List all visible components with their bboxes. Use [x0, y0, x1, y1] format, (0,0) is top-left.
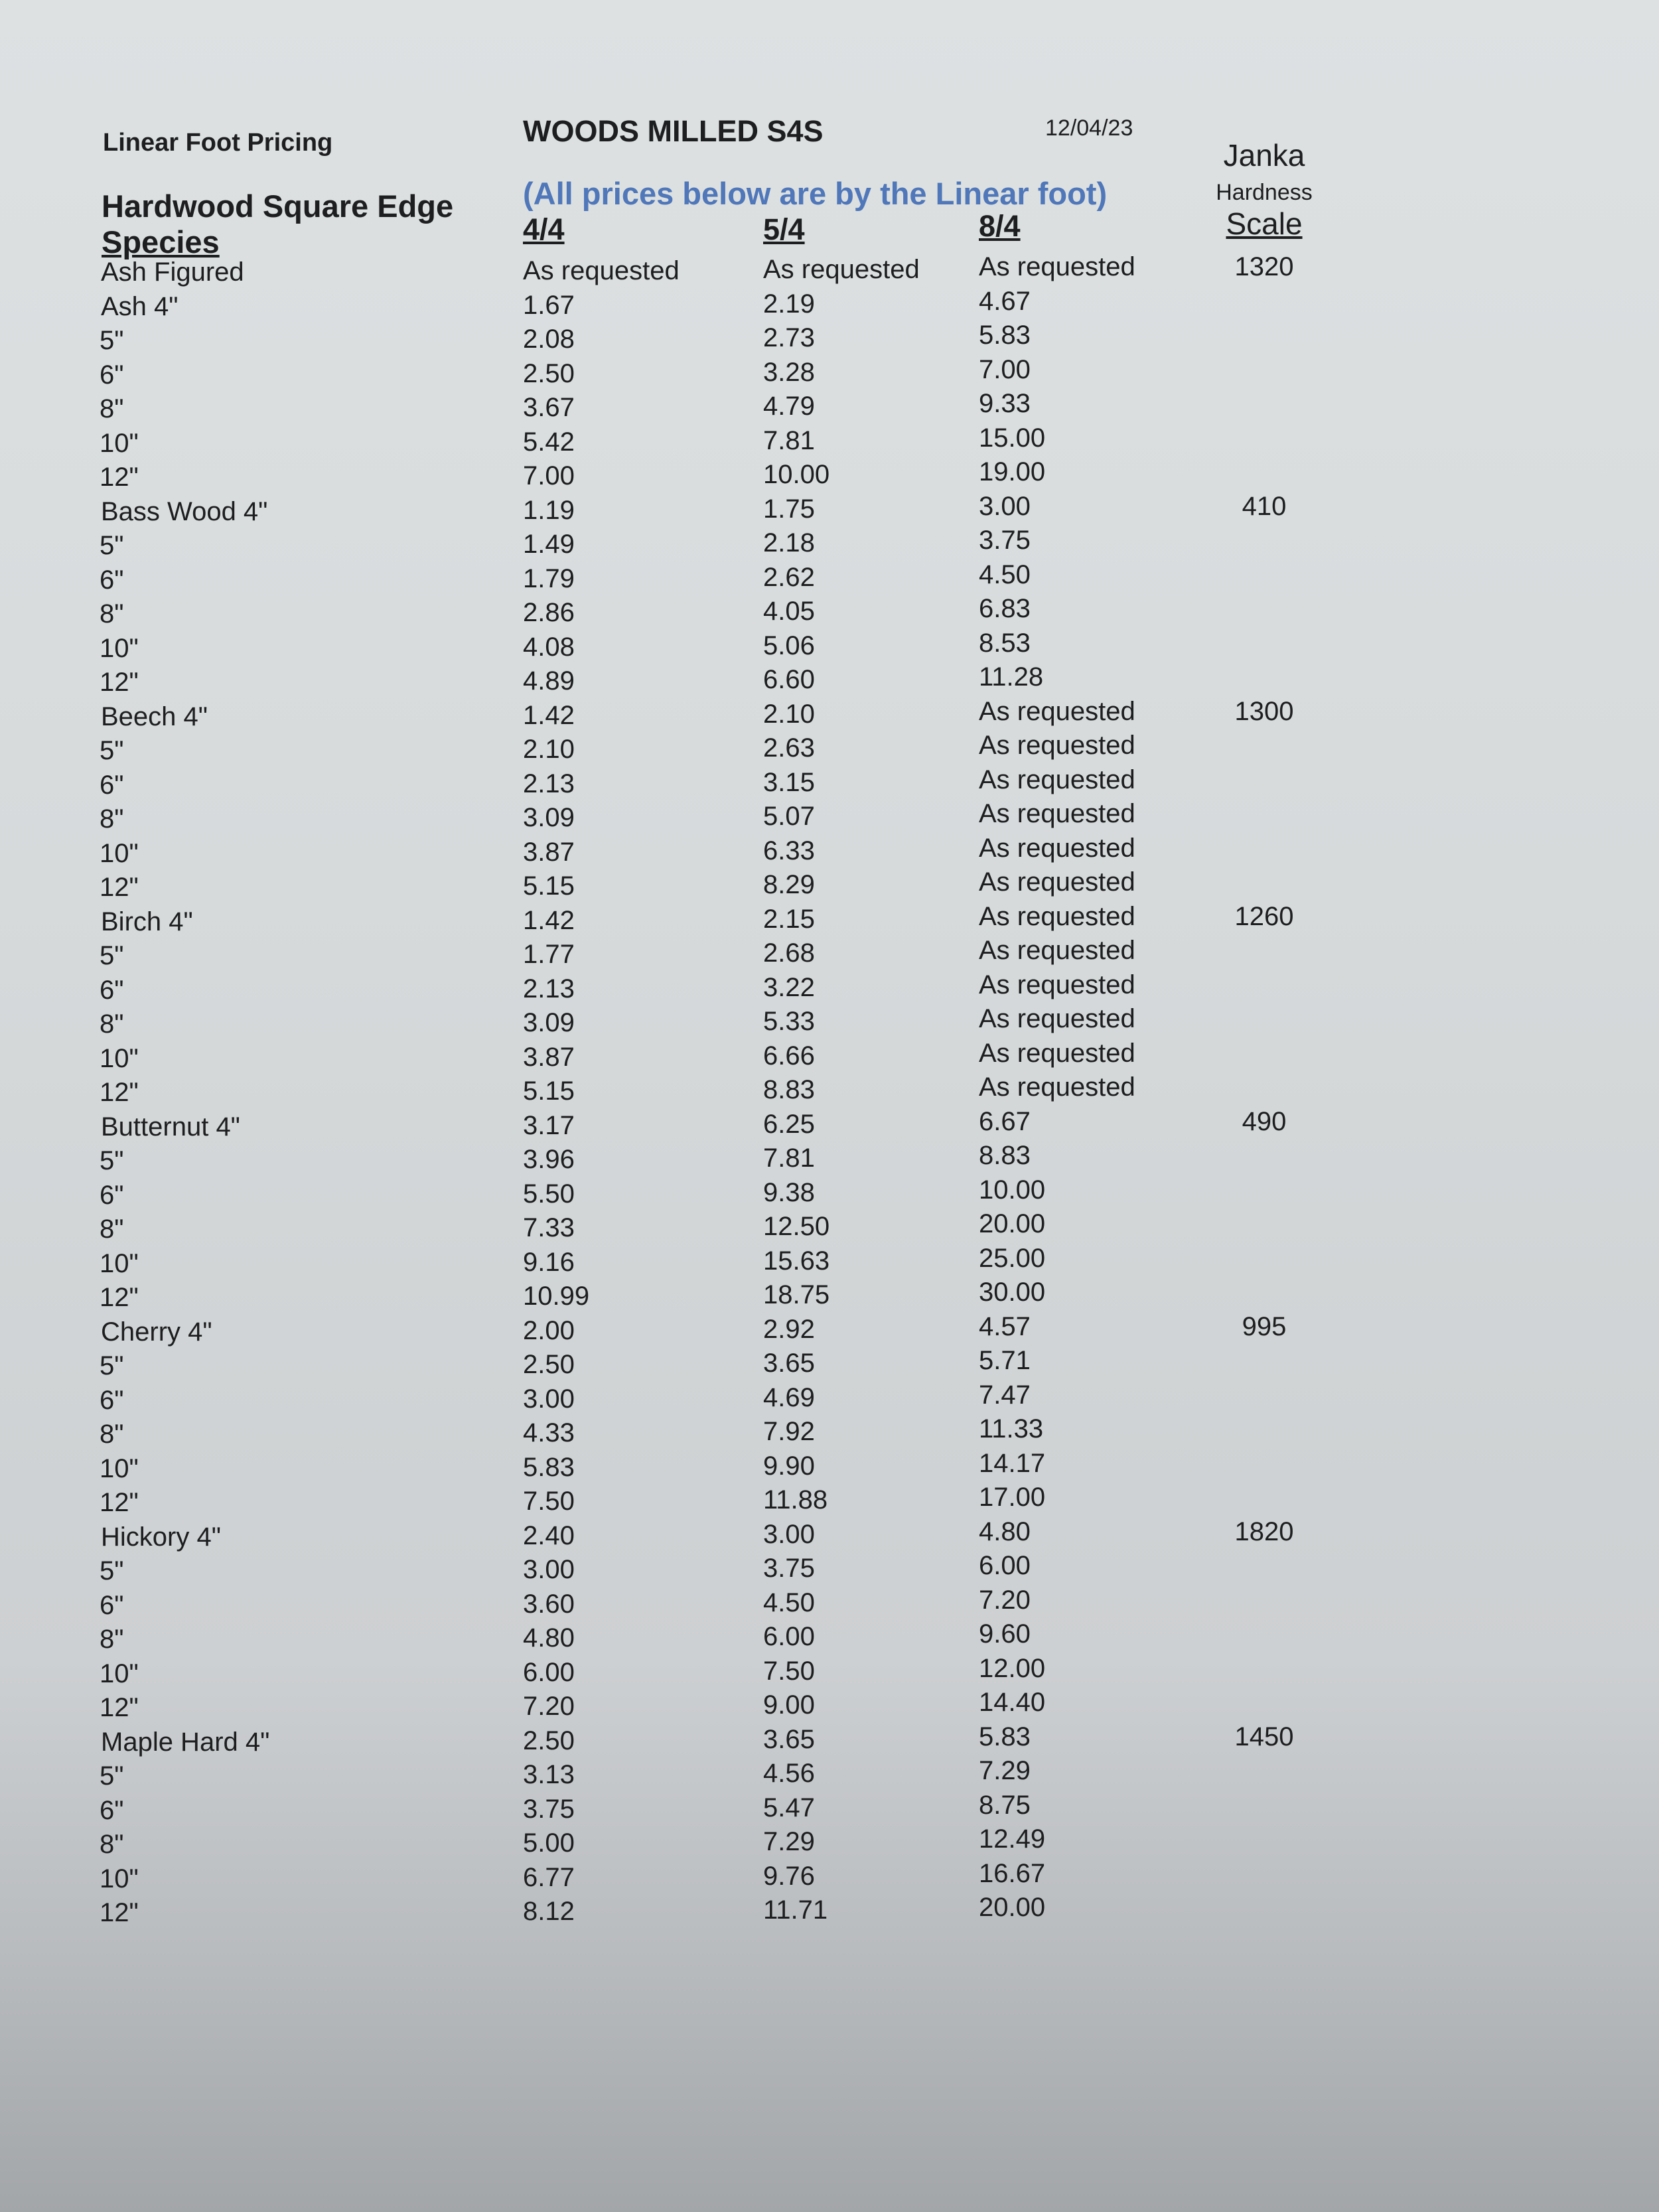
- price-8-4: 10.00: [979, 1175, 1046, 1205]
- price-8-4: 4.57: [979, 1311, 1031, 1341]
- price-4-4: 2.10: [523, 735, 575, 764]
- size-label: 8": [100, 804, 124, 834]
- price-8-4: 7.29: [979, 1756, 1031, 1785]
- price-8-4: As requested: [979, 1072, 1135, 1102]
- size-label: 6": [100, 1795, 124, 1825]
- size-label: 6": [100, 1180, 124, 1210]
- price-4-4: 1.42: [523, 905, 575, 935]
- price-5-4: 9.00: [763, 1690, 815, 1720]
- price-5-4: 5.06: [763, 630, 815, 660]
- price-5-4: 7.29: [763, 1827, 815, 1856]
- price-5-4: 8.83: [763, 1075, 815, 1104]
- price-5-4: 7.50: [763, 1656, 815, 1686]
- price-4-4: 2.86: [523, 598, 575, 627]
- price-5-4: 15.63: [763, 1246, 830, 1276]
- price-5-4: 3.00: [763, 1519, 815, 1549]
- size-label: 8": [100, 1215, 124, 1244]
- price-5-4: 2.19: [763, 289, 815, 319]
- price-8-4: As requested: [979, 936, 1135, 965]
- price-5-4: 2.73: [763, 323, 815, 352]
- species-label: Ash 4": [101, 291, 179, 321]
- price-4-4: 2.13: [523, 974, 575, 1003]
- price-5-4: 3.15: [763, 767, 815, 797]
- size-label: 10": [100, 1453, 139, 1483]
- price-8-4: 11.28: [979, 662, 1044, 692]
- size-label: 5": [100, 1761, 124, 1791]
- price-4-4: 2.00: [523, 1315, 575, 1345]
- size-label: 12": [100, 1283, 139, 1312]
- price-5-4: 4.79: [763, 392, 815, 421]
- species-label: Beech 4": [101, 701, 208, 731]
- size-label: 8": [100, 1625, 124, 1654]
- size-label: 12": [100, 1078, 139, 1107]
- price-4-4: 6.77: [523, 1862, 575, 1892]
- price-8-4: 4.67: [979, 286, 1031, 316]
- price-5-4: 5.07: [763, 802, 815, 831]
- price-5-4: 6.66: [763, 1041, 815, 1070]
- size-label: 5": [100, 1556, 124, 1585]
- price-4-4: 3.13: [523, 1760, 575, 1789]
- price-8-4: 16.67: [979, 1858, 1046, 1888]
- species-label: Ash Figured: [101, 258, 244, 287]
- price-4-4: 1.19: [523, 495, 575, 525]
- price-8-4: 12.49: [979, 1824, 1046, 1854]
- size-label: 12": [100, 1693, 139, 1722]
- price-4-4: 4.89: [523, 666, 575, 696]
- species-label: Butternut 4": [101, 1112, 240, 1142]
- price-5-4: 7.81: [763, 425, 815, 455]
- price-5-4: 5.47: [763, 1793, 815, 1822]
- price-4-4: 3.00: [523, 1555, 575, 1584]
- price-8-4: 19.00: [979, 457, 1046, 486]
- price-4-4: 3.87: [523, 1042, 575, 1072]
- size-label: 6": [100, 1590, 124, 1620]
- price-8-4: 9.33: [979, 389, 1031, 418]
- price-4-4: 5.00: [523, 1828, 575, 1858]
- price-4-4: 1.49: [523, 530, 575, 559]
- price-5-4: 11.71: [763, 1895, 828, 1925]
- price-4-4: 7.20: [523, 1692, 575, 1721]
- price-5-4: 3.75: [763, 1554, 815, 1583]
- price-5-4: 2.10: [763, 699, 815, 729]
- price-5-4: 4.56: [763, 1759, 815, 1788]
- price-5-4: 6.25: [763, 1109, 815, 1139]
- price-8-4: 5.71: [979, 1346, 1031, 1375]
- price-8-4: 8.75: [979, 1790, 1031, 1820]
- price-4-4: 5.50: [523, 1179, 575, 1209]
- size-label: 10": [100, 1864, 139, 1893]
- price-5-4: 8.29: [763, 870, 815, 899]
- price-8-4: As requested: [979, 867, 1135, 897]
- price-4-4: 1.79: [523, 563, 575, 593]
- scale-heading: Scale: [1226, 206, 1303, 241]
- price-4-4: 10.99: [523, 1282, 590, 1311]
- price-5-4: 2.18: [763, 528, 815, 557]
- price-5-4: 18.75: [763, 1280, 830, 1309]
- size-label: 12": [100, 1488, 139, 1517]
- price-4-4: 7.33: [523, 1213, 575, 1242]
- price-4-4: 2.13: [523, 769, 575, 798]
- price-4-4: 7.50: [523, 1487, 575, 1516]
- price-4-4: 2.50: [523, 1726, 575, 1755]
- price-5-4: 4.69: [763, 1382, 815, 1412]
- price-4-4: As requested: [523, 256, 680, 285]
- price-5-4: 3.65: [763, 1724, 815, 1754]
- price-8-4: As requested: [979, 252, 1135, 281]
- price-5-4: 3.22: [763, 972, 815, 1002]
- price-4-4: 7.00: [523, 461, 575, 490]
- price-4-4: 5.15: [523, 871, 575, 901]
- size-label: 8": [100, 394, 124, 423]
- size-label: 12": [100, 668, 139, 697]
- species-label: Maple Hard 4": [101, 1727, 270, 1757]
- column-header-5-4: 5/4: [763, 212, 805, 246]
- price-4-4: 3.96: [523, 1145, 575, 1174]
- hardness-heading: Hardness: [1216, 180, 1313, 205]
- price-5-4: 6.33: [763, 836, 815, 865]
- price-8-4: 20.00: [979, 1209, 1046, 1238]
- janka-value: 490: [1242, 1106, 1287, 1136]
- price-8-4: 7.00: [979, 354, 1031, 384]
- size-label: 10": [100, 428, 139, 458]
- size-label: 10": [100, 1248, 139, 1278]
- janka-value: 1450: [1234, 1722, 1294, 1751]
- price-5-4: 6.00: [763, 1622, 815, 1651]
- species-label: Hickory 4": [101, 1522, 221, 1552]
- price-5-4: 12.50: [763, 1212, 830, 1241]
- price-8-4: 7.20: [979, 1585, 1031, 1615]
- price-8-4: As requested: [979, 1038, 1135, 1068]
- price-4-4: 3.09: [523, 803, 575, 832]
- price-4-4: 4.80: [523, 1623, 575, 1653]
- price-8-4: 17.00: [979, 1483, 1046, 1512]
- price-5-4: 5.33: [763, 1007, 815, 1036]
- price-8-4: 14.17: [979, 1448, 1046, 1478]
- price-5-4: As requested: [763, 255, 920, 284]
- price-4-4: 2.50: [523, 1350, 575, 1379]
- price-5-4: 9.90: [763, 1451, 815, 1481]
- size-label: 5": [100, 531, 124, 560]
- price-4-4: 5.42: [523, 427, 575, 457]
- price-8-4: 12.00: [979, 1653, 1046, 1683]
- price-4-4: 3.17: [523, 1110, 575, 1140]
- price-8-4: 4.50: [979, 559, 1031, 589]
- price-8-4: 6.00: [979, 1551, 1031, 1580]
- price-4-4: 1.67: [523, 290, 575, 320]
- price-8-4: 5.83: [979, 321, 1031, 350]
- price-4-4: 3.87: [523, 837, 575, 867]
- price-8-4: 7.47: [979, 1380, 1031, 1410]
- price-5-4: 2.92: [763, 1314, 815, 1344]
- price-4-4: 8.12: [523, 1897, 575, 1926]
- size-label: 5": [100, 326, 124, 355]
- price-4-4: 1.42: [523, 700, 575, 730]
- price-8-4: As requested: [979, 970, 1135, 999]
- size-label: 10": [100, 633, 139, 663]
- price-4-4: 1.77: [523, 940, 575, 969]
- price-5-4: 10.00: [763, 460, 830, 489]
- price-4-4: 9.16: [523, 1247, 575, 1277]
- column-header-8-4: 8/4: [979, 209, 1021, 243]
- price-5-4: 2.15: [763, 904, 815, 934]
- price-8-4: As requested: [979, 1004, 1135, 1033]
- price-5-4: 2.62: [763, 562, 815, 592]
- price-5-4: 1.75: [763, 494, 815, 524]
- price-8-4: As requested: [979, 765, 1135, 794]
- price-4-4: 3.09: [523, 1008, 575, 1037]
- price-8-4: 20.00: [979, 1893, 1046, 1922]
- price-5-4: 4.05: [763, 597, 815, 626]
- price-5-4: 7.92: [763, 1417, 815, 1446]
- janka-heading: Janka: [1223, 138, 1305, 173]
- linear-foot-pricing-label: Linear Foot Pricing: [103, 129, 333, 157]
- size-label: 8": [100, 1009, 124, 1039]
- price-4-4: 2.40: [523, 1520, 575, 1550]
- price-8-4: 25.00: [979, 1243, 1046, 1273]
- size-label: 6": [100, 1385, 124, 1415]
- size-label: 6": [100, 770, 124, 800]
- price-8-4: 3.00: [979, 491, 1031, 521]
- price-8-4: 5.83: [979, 1722, 1031, 1751]
- price-8-4: 6.83: [979, 594, 1031, 623]
- price-8-4: 3.75: [979, 526, 1031, 555]
- price-8-4: 9.60: [979, 1619, 1031, 1649]
- price-5-4: 3.65: [763, 1349, 815, 1378]
- size-label: 6": [100, 360, 124, 390]
- price-8-4: 6.67: [979, 1106, 1031, 1136]
- size-label: 8": [100, 1420, 124, 1449]
- pricing-note: (All prices below are by the Linear foot): [523, 176, 1108, 211]
- section-title: Hardwood Square Edge: [102, 188, 454, 224]
- price-4-4: 3.60: [523, 1589, 575, 1619]
- species-label: Cherry 4": [101, 1317, 212, 1347]
- price-5-4: 11.88: [763, 1485, 828, 1514]
- janka-value: 1300: [1234, 696, 1294, 726]
- size-label: 8": [100, 599, 124, 628]
- species-label: Bass Wood 4": [101, 496, 268, 526]
- janka-value: 995: [1242, 1311, 1287, 1341]
- price-5-4: 9.76: [763, 1861, 815, 1891]
- price-8-4: As requested: [979, 901, 1135, 931]
- size-label: 12": [100, 463, 139, 492]
- price-8-4: 8.83: [979, 1141, 1031, 1170]
- janka-value: 1320: [1234, 252, 1294, 281]
- price-4-4: 6.00: [523, 1657, 575, 1687]
- size-label: 6": [100, 565, 124, 595]
- price-4-4: 5.83: [523, 1452, 575, 1482]
- size-label: 5": [100, 1146, 124, 1175]
- janka-value: 1260: [1234, 901, 1294, 931]
- price-4-4: 2.08: [523, 325, 575, 354]
- size-label: 6": [100, 975, 124, 1005]
- species-column-header: Species: [102, 224, 220, 259]
- janka-value: 1820: [1234, 1516, 1294, 1546]
- size-label: 10": [100, 838, 139, 868]
- price-8-4: As requested: [979, 833, 1135, 863]
- price-8-4: 15.00: [979, 423, 1046, 453]
- price-8-4: As requested: [979, 696, 1135, 726]
- size-label: 5": [100, 941, 124, 970]
- size-label: 5": [100, 1351, 124, 1380]
- price-8-4: As requested: [979, 731, 1135, 760]
- price-4-4: 5.15: [523, 1076, 575, 1106]
- price-5-4: 4.50: [763, 1587, 815, 1617]
- size-label: 8": [100, 1830, 124, 1859]
- price-5-4: 2.68: [763, 938, 815, 968]
- size-label: 5": [100, 736, 124, 765]
- price-5-4: 7.81: [763, 1143, 815, 1173]
- price-5-4: 9.38: [763, 1177, 815, 1207]
- janka-value: 410: [1242, 491, 1287, 521]
- price-8-4: 4.80: [979, 1516, 1031, 1546]
- price-4-4: 3.00: [523, 1384, 575, 1414]
- size-label: 10": [100, 1659, 139, 1688]
- price-4-4: 3.67: [523, 393, 575, 422]
- price-8-4: 8.53: [979, 628, 1031, 658]
- size-label: 12": [100, 1898, 139, 1927]
- price-8-4: 14.40: [979, 1688, 1046, 1717]
- price-8-4: 11.33: [979, 1414, 1044, 1443]
- size-label: 12": [100, 873, 139, 902]
- price-5-4: 2.63: [763, 733, 815, 763]
- page-title: WOODS MILLED S4S: [523, 114, 824, 148]
- price-4-4: 3.75: [523, 1794, 575, 1824]
- price-4-4: 2.50: [523, 358, 575, 388]
- size-label: 10": [100, 1043, 139, 1073]
- price-5-4: 3.28: [763, 357, 815, 387]
- price-8-4: 30.00: [979, 1278, 1046, 1307]
- date-label: 12/04/23: [1045, 115, 1133, 141]
- species-label: Birch 4": [101, 907, 193, 936]
- column-header-4-4: 4/4: [523, 212, 565, 246]
- price-4-4: 4.33: [523, 1418, 575, 1447]
- price-5-4: 6.60: [763, 665, 815, 694]
- price-4-4: 4.08: [523, 632, 575, 662]
- price-8-4: As requested: [979, 799, 1135, 828]
